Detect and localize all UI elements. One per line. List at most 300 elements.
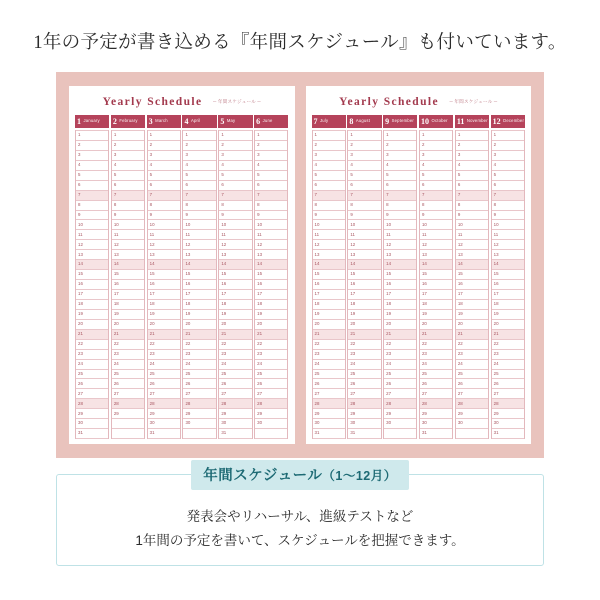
day-cell[interactable]: 15: [219, 270, 251, 280]
day-cell[interactable]: 14: [219, 260, 251, 270]
day-cell[interactable]: 9: [148, 211, 180, 221]
day-cell[interactable]: 5: [313, 171, 345, 181]
day-cell[interactable]: 26: [76, 379, 108, 389]
day-cell[interactable]: 5: [112, 171, 144, 181]
day-cell[interactable]: 10: [492, 220, 524, 230]
day-cell[interactable]: 10: [255, 220, 287, 230]
day-cell[interactable]: 7: [348, 191, 380, 201]
day-cell[interactable]: 29: [183, 409, 215, 419]
day-cell[interactable]: 18: [76, 300, 108, 310]
day-cell[interactable]: 1: [348, 130, 380, 141]
day-cell[interactable]: 23: [183, 350, 215, 360]
day-cell[interactable]: 20: [255, 320, 287, 330]
day-cell[interactable]: 23: [112, 350, 144, 360]
day-cell[interactable]: 18: [219, 300, 251, 310]
day-cell[interactable]: 10: [148, 220, 180, 230]
day-cell[interactable]: 29: [76, 409, 108, 419]
day-cell[interactable]: 16: [76, 280, 108, 290]
day-cell[interactable]: 10: [384, 220, 416, 230]
day-cell[interactable]: 23: [148, 350, 180, 360]
day-cell[interactable]: 4: [112, 161, 144, 171]
day-cell[interactable]: 29: [492, 409, 524, 419]
day-cell[interactable]: 17: [112, 290, 144, 300]
day-cell[interactable]: 21: [456, 330, 488, 340]
day-cell[interactable]: 23: [219, 350, 251, 360]
day-cell[interactable]: 12: [255, 240, 287, 250]
day-cell[interactable]: 13: [255, 250, 287, 260]
day-cell[interactable]: 14: [384, 260, 416, 270]
day-cell[interactable]: 13: [313, 250, 345, 260]
day-cell[interactable]: 2: [420, 141, 452, 151]
day-cell[interactable]: 13: [183, 250, 215, 260]
day-cell[interactable]: 15: [313, 270, 345, 280]
day-cell[interactable]: 29: [112, 409, 144, 419]
day-cell[interactable]: 26: [348, 379, 380, 389]
day-cell[interactable]: 25: [76, 370, 108, 380]
day-cell[interactable]: 13: [492, 250, 524, 260]
day-cell[interactable]: 3: [219, 151, 251, 161]
day-cell[interactable]: 10: [456, 220, 488, 230]
day-cell[interactable]: 1: [384, 130, 416, 141]
day-cell[interactable]: 15: [148, 270, 180, 280]
day-cell[interactable]: 12: [492, 240, 524, 250]
day-cell[interactable]: 27: [219, 389, 251, 399]
day-cell[interactable]: 10: [313, 220, 345, 230]
day-cell[interactable]: 28: [456, 399, 488, 409]
day-cell[interactable]: 28: [348, 399, 380, 409]
day-cell[interactable]: 20: [148, 320, 180, 330]
day-cell[interactable]: 19: [420, 310, 452, 320]
day-cell[interactable]: 8: [255, 201, 287, 211]
day-cell[interactable]: 4: [313, 161, 345, 171]
day-cell[interactable]: 17: [313, 290, 345, 300]
day-cell[interactable]: 11: [456, 230, 488, 240]
day-cell[interactable]: 4: [384, 161, 416, 171]
day-cell[interactable]: 9: [219, 211, 251, 221]
day-cell[interactable]: 7: [313, 191, 345, 201]
day-cell[interactable]: 24: [456, 360, 488, 370]
day-cell[interactable]: 21: [76, 330, 108, 340]
day-cell[interactable]: 15: [420, 270, 452, 280]
day-cell[interactable]: 7: [76, 191, 108, 201]
day-cell[interactable]: 6: [255, 181, 287, 191]
day-cell[interactable]: 27: [255, 389, 287, 399]
day-cell[interactable]: 4: [255, 161, 287, 171]
day-cell[interactable]: 25: [313, 370, 345, 380]
day-cell[interactable]: 10: [112, 220, 144, 230]
day-cell[interactable]: 28: [313, 399, 345, 409]
day-cell[interactable]: 26: [420, 379, 452, 389]
day-cell[interactable]: 27: [456, 389, 488, 399]
day-cell[interactable]: 23: [420, 350, 452, 360]
day-cell[interactable]: 9: [384, 211, 416, 221]
day-cell[interactable]: 20: [348, 320, 380, 330]
day-cell[interactable]: 22: [148, 340, 180, 350]
day-cell[interactable]: 23: [456, 350, 488, 360]
day-cell[interactable]: 11: [183, 230, 215, 240]
day-cell[interactable]: 25: [255, 370, 287, 380]
day-cell[interactable]: 28: [420, 399, 452, 409]
day-cell[interactable]: 7: [148, 191, 180, 201]
day-cell[interactable]: 8: [112, 201, 144, 211]
day-cell[interactable]: 6: [420, 181, 452, 191]
day-cell[interactable]: 23: [255, 350, 287, 360]
day-cell[interactable]: 6: [348, 181, 380, 191]
day-cell[interactable]: 6: [313, 181, 345, 191]
day-cell[interactable]: 16: [492, 280, 524, 290]
day-cell[interactable]: 8: [183, 201, 215, 211]
day-cell[interactable]: 9: [183, 211, 215, 221]
day-cell[interactable]: 19: [76, 310, 108, 320]
day-cell[interactable]: 13: [384, 250, 416, 260]
day-cell[interactable]: 12: [313, 240, 345, 250]
day-cell[interactable]: 30: [255, 419, 287, 429]
day-cell[interactable]: 7: [255, 191, 287, 201]
day-cell[interactable]: 31: [76, 429, 108, 439]
day-cell[interactable]: 31: [420, 429, 452, 439]
day-cell[interactable]: 4: [219, 161, 251, 171]
day-cell[interactable]: 31: [492, 429, 524, 439]
day-cell[interactable]: 13: [420, 250, 452, 260]
day-cell[interactable]: 19: [384, 310, 416, 320]
day-cell[interactable]: 8: [384, 201, 416, 211]
day-cell[interactable]: 22: [420, 340, 452, 350]
day-cell[interactable]: 14: [420, 260, 452, 270]
day-cell[interactable]: 14: [313, 260, 345, 270]
day-cell[interactable]: 10: [219, 220, 251, 230]
day-cell[interactable]: 2: [112, 141, 144, 151]
day-cell[interactable]: 8: [420, 201, 452, 211]
day-cell[interactable]: 22: [313, 340, 345, 350]
day-cell[interactable]: 19: [183, 310, 215, 320]
day-cell[interactable]: 21: [420, 330, 452, 340]
day-cell[interactable]: 21: [384, 330, 416, 340]
day-cell[interactable]: 16: [255, 280, 287, 290]
day-cell[interactable]: 14: [456, 260, 488, 270]
day-cell[interactable]: 14: [183, 260, 215, 270]
day-cell[interactable]: 22: [76, 340, 108, 350]
day-cell[interactable]: 21: [183, 330, 215, 340]
day-cell[interactable]: 6: [384, 181, 416, 191]
day-cell[interactable]: 2: [148, 141, 180, 151]
day-cell[interactable]: 11: [255, 230, 287, 240]
day-cell[interactable]: 9: [492, 211, 524, 221]
day-cell[interactable]: 16: [420, 280, 452, 290]
day-cell[interactable]: 31: [313, 429, 345, 439]
day-cell[interactable]: 3: [420, 151, 452, 161]
day-cell[interactable]: 29: [255, 409, 287, 419]
day-cell[interactable]: 25: [219, 370, 251, 380]
day-cell[interactable]: 18: [255, 300, 287, 310]
day-cell[interactable]: 18: [112, 300, 144, 310]
day-cell[interactable]: 12: [420, 240, 452, 250]
day-cell[interactable]: 11: [148, 230, 180, 240]
day-cell[interactable]: 14: [348, 260, 380, 270]
day-cell[interactable]: 8: [313, 201, 345, 211]
day-cell[interactable]: 1: [148, 130, 180, 141]
day-cell[interactable]: 6: [112, 181, 144, 191]
day-cell[interactable]: 12: [76, 240, 108, 250]
day-cell[interactable]: 26: [148, 379, 180, 389]
day-cell[interactable]: 15: [112, 270, 144, 280]
day-cell[interactable]: 17: [492, 290, 524, 300]
day-cell[interactable]: 17: [148, 290, 180, 300]
day-cell[interactable]: 6: [183, 181, 215, 191]
day-cell[interactable]: 9: [420, 211, 452, 221]
day-cell[interactable]: 3: [148, 151, 180, 161]
day-cell[interactable]: 26: [313, 379, 345, 389]
day-cell[interactable]: 27: [76, 389, 108, 399]
day-cell[interactable]: 22: [183, 340, 215, 350]
day-cell[interactable]: 3: [183, 151, 215, 161]
day-cell[interactable]: 22: [348, 340, 380, 350]
day-cell[interactable]: 7: [183, 191, 215, 201]
day-cell[interactable]: 2: [384, 141, 416, 151]
day-cell[interactable]: 21: [219, 330, 251, 340]
day-cell[interactable]: 19: [148, 310, 180, 320]
day-cell[interactable]: 13: [148, 250, 180, 260]
day-cell[interactable]: 22: [112, 340, 144, 350]
day-cell[interactable]: 24: [219, 360, 251, 370]
day-cell[interactable]: 20: [456, 320, 488, 330]
day-cell[interactable]: 20: [183, 320, 215, 330]
day-cell[interactable]: 25: [420, 370, 452, 380]
day-cell[interactable]: 29: [313, 409, 345, 419]
day-cell[interactable]: 28: [255, 399, 287, 409]
day-cell[interactable]: 27: [420, 389, 452, 399]
day-cell[interactable]: 21: [255, 330, 287, 340]
day-cell[interactable]: 31: [148, 429, 180, 439]
day-cell[interactable]: 28: [183, 399, 215, 409]
day-cell[interactable]: 25: [492, 370, 524, 380]
day-cell[interactable]: 1: [183, 130, 215, 141]
day-cell[interactable]: 27: [148, 389, 180, 399]
day-cell[interactable]: 30: [183, 419, 215, 429]
day-cell[interactable]: 4: [348, 161, 380, 171]
day-cell[interactable]: 29: [456, 409, 488, 419]
day-cell[interactable]: 10: [348, 220, 380, 230]
day-cell[interactable]: 15: [348, 270, 380, 280]
day-cell[interactable]: 16: [219, 280, 251, 290]
day-cell[interactable]: 14: [148, 260, 180, 270]
day-cell[interactable]: 12: [384, 240, 416, 250]
day-cell[interactable]: 26: [456, 379, 488, 389]
day-cell[interactable]: 28: [112, 399, 144, 409]
day-cell[interactable]: 8: [456, 201, 488, 211]
day-cell[interactable]: 5: [148, 171, 180, 181]
day-cell[interactable]: 8: [148, 201, 180, 211]
day-cell[interactable]: 28: [219, 399, 251, 409]
day-cell[interactable]: 21: [348, 330, 380, 340]
day-cell[interactable]: 30: [384, 419, 416, 429]
day-cell[interactable]: 16: [313, 280, 345, 290]
day-cell[interactable]: 19: [313, 310, 345, 320]
day-cell[interactable]: 12: [183, 240, 215, 250]
day-cell[interactable]: 19: [219, 310, 251, 320]
day-cell[interactable]: 26: [112, 379, 144, 389]
day-cell[interactable]: 29: [348, 409, 380, 419]
day-cell[interactable]: 11: [112, 230, 144, 240]
day-cell[interactable]: 18: [183, 300, 215, 310]
day-cell[interactable]: 8: [492, 201, 524, 211]
day-cell[interactable]: 28: [492, 399, 524, 409]
day-cell[interactable]: 29: [219, 409, 251, 419]
day-cell[interactable]: 17: [348, 290, 380, 300]
day-cell[interactable]: 15: [456, 270, 488, 280]
day-cell[interactable]: 2: [183, 141, 215, 151]
day-cell[interactable]: 25: [384, 370, 416, 380]
day-cell[interactable]: 28: [384, 399, 416, 409]
day-cell[interactable]: 9: [456, 211, 488, 221]
day-cell[interactable]: 11: [313, 230, 345, 240]
day-cell[interactable]: 10: [76, 220, 108, 230]
day-cell[interactable]: 30: [492, 419, 524, 429]
day-cell[interactable]: 23: [384, 350, 416, 360]
day-cell[interactable]: 3: [313, 151, 345, 161]
day-cell[interactable]: 30: [313, 419, 345, 429]
day-cell[interactable]: 7: [112, 191, 144, 201]
day-cell[interactable]: 4: [183, 161, 215, 171]
day-cell[interactable]: 1: [255, 130, 287, 141]
day-cell[interactable]: 26: [219, 379, 251, 389]
day-cell[interactable]: 3: [76, 151, 108, 161]
day-cell[interactable]: 5: [348, 171, 380, 181]
day-cell[interactable]: 9: [76, 211, 108, 221]
day-cell[interactable]: 26: [384, 379, 416, 389]
day-cell[interactable]: 21: [313, 330, 345, 340]
day-cell[interactable]: 22: [492, 340, 524, 350]
day-cell[interactable]: 19: [348, 310, 380, 320]
day-cell[interactable]: 7: [492, 191, 524, 201]
day-cell[interactable]: 25: [112, 370, 144, 380]
day-cell[interactable]: 11: [384, 230, 416, 240]
day-cell[interactable]: 20: [76, 320, 108, 330]
day-cell[interactable]: 17: [420, 290, 452, 300]
day-cell[interactable]: 22: [384, 340, 416, 350]
day-cell[interactable]: 12: [348, 240, 380, 250]
day-cell[interactable]: 21: [148, 330, 180, 340]
day-cell[interactable]: 28: [76, 399, 108, 409]
day-cell[interactable]: 5: [384, 171, 416, 181]
day-cell[interactable]: 2: [492, 141, 524, 151]
day-cell[interactable]: 15: [76, 270, 108, 280]
day-cell[interactable]: 24: [313, 360, 345, 370]
day-cell[interactable]: 14: [112, 260, 144, 270]
day-cell[interactable]: 16: [112, 280, 144, 290]
day-cell[interactable]: 30: [420, 419, 452, 429]
day-cell[interactable]: 15: [492, 270, 524, 280]
day-cell[interactable]: 2: [456, 141, 488, 151]
day-cell[interactable]: 13: [76, 250, 108, 260]
day-cell[interactable]: 14: [255, 260, 287, 270]
day-cell[interactable]: 17: [255, 290, 287, 300]
day-cell[interactable]: 14: [76, 260, 108, 270]
day-cell[interactable]: 29: [420, 409, 452, 419]
day-cell[interactable]: 6: [456, 181, 488, 191]
day-cell[interactable]: 24: [492, 360, 524, 370]
day-cell[interactable]: 9: [255, 211, 287, 221]
day-cell[interactable]: 4: [420, 161, 452, 171]
day-cell[interactable]: 19: [456, 310, 488, 320]
day-cell[interactable]: 3: [384, 151, 416, 161]
day-cell[interactable]: 16: [384, 280, 416, 290]
day-cell[interactable]: 6: [492, 181, 524, 191]
day-cell[interactable]: 2: [313, 141, 345, 151]
day-cell[interactable]: 15: [255, 270, 287, 280]
day-cell[interactable]: 1: [313, 130, 345, 141]
day-cell[interactable]: 20: [219, 320, 251, 330]
day-cell[interactable]: 13: [219, 250, 251, 260]
day-cell[interactable]: 17: [456, 290, 488, 300]
day-cell[interactable]: 7: [219, 191, 251, 201]
day-cell[interactable]: 16: [348, 280, 380, 290]
day-cell[interactable]: 1: [112, 130, 144, 141]
day-cell[interactable]: 5: [420, 171, 452, 181]
day-cell[interactable]: 26: [492, 379, 524, 389]
day-cell[interactable]: 14: [492, 260, 524, 270]
day-cell[interactable]: 19: [112, 310, 144, 320]
day-cell[interactable]: 1: [76, 130, 108, 141]
day-cell[interactable]: 18: [456, 300, 488, 310]
day-cell[interactable]: 5: [183, 171, 215, 181]
day-cell[interactable]: 24: [183, 360, 215, 370]
day-cell[interactable]: 24: [255, 360, 287, 370]
day-cell[interactable]: 13: [456, 250, 488, 260]
day-cell[interactable]: 25: [348, 370, 380, 380]
day-cell[interactable]: 6: [148, 181, 180, 191]
day-cell[interactable]: 24: [112, 360, 144, 370]
day-cell[interactable]: 22: [456, 340, 488, 350]
day-cell[interactable]: 2: [255, 141, 287, 151]
day-cell[interactable]: 6: [219, 181, 251, 191]
day-cell[interactable]: 1: [219, 130, 251, 141]
day-cell[interactable]: 16: [148, 280, 180, 290]
day-cell[interactable]: 26: [255, 379, 287, 389]
day-cell[interactable]: 23: [492, 350, 524, 360]
day-cell[interactable]: 1: [420, 130, 452, 141]
day-cell[interactable]: 18: [420, 300, 452, 310]
day-cell[interactable]: 4: [148, 161, 180, 171]
day-cell[interactable]: 25: [148, 370, 180, 380]
day-cell[interactable]: 27: [183, 389, 215, 399]
day-cell[interactable]: 19: [492, 310, 524, 320]
day-cell[interactable]: 16: [183, 280, 215, 290]
day-cell[interactable]: 31: [219, 429, 251, 439]
day-cell[interactable]: 24: [348, 360, 380, 370]
day-cell[interactable]: 8: [219, 201, 251, 211]
day-cell[interactable]: 12: [456, 240, 488, 250]
day-cell[interactable]: 5: [456, 171, 488, 181]
day-cell[interactable]: 19: [255, 310, 287, 320]
day-cell[interactable]: 23: [76, 350, 108, 360]
day-cell[interactable]: 22: [255, 340, 287, 350]
day-cell[interactable]: 7: [420, 191, 452, 201]
day-cell[interactable]: 11: [76, 230, 108, 240]
day-cell[interactable]: 2: [348, 141, 380, 151]
day-cell[interactable]: 3: [255, 151, 287, 161]
day-cell[interactable]: 5: [219, 171, 251, 181]
day-cell[interactable]: 21: [112, 330, 144, 340]
day-cell[interactable]: 29: [148, 409, 180, 419]
day-cell[interactable]: 7: [456, 191, 488, 201]
day-cell[interactable]: 10: [183, 220, 215, 230]
day-cell[interactable]: 24: [76, 360, 108, 370]
day-cell[interactable]: 9: [313, 211, 345, 221]
day-cell[interactable]: 5: [492, 171, 524, 181]
day-cell[interactable]: 24: [420, 360, 452, 370]
day-cell[interactable]: 12: [112, 240, 144, 250]
day-cell[interactable]: 22: [219, 340, 251, 350]
